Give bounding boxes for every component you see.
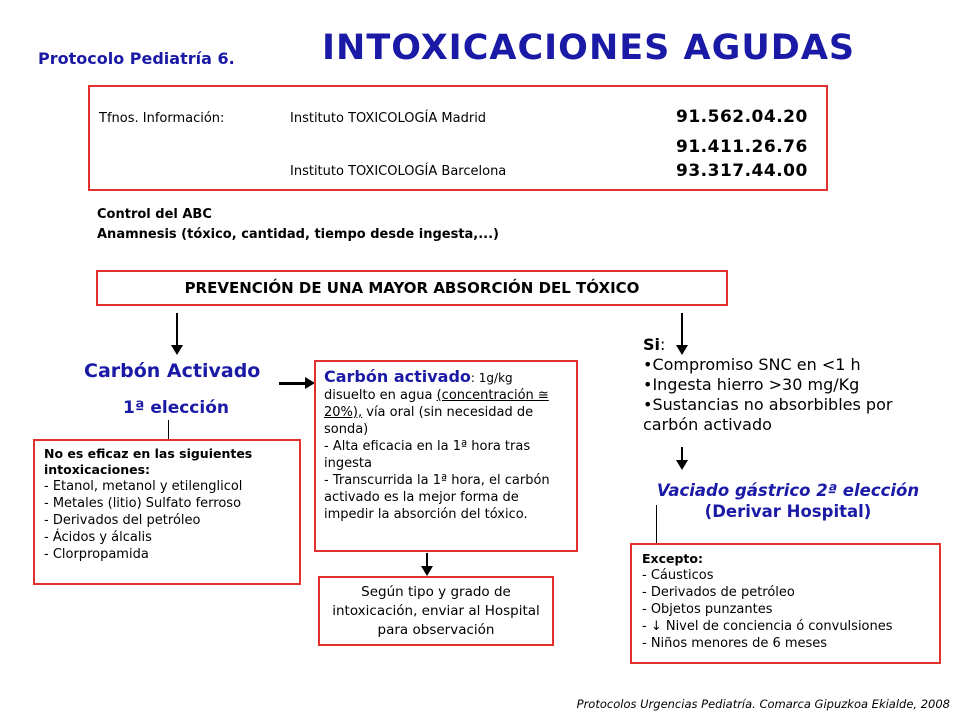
condition-item: •Compromiso SNC en <1 h [643,355,861,374]
arrow-observation-shaft [426,553,428,567]
carbon-dose-title: Carbón activado [324,367,471,386]
connector-right [656,505,657,543]
anamnesis: Anamnesis (tóxico, cantidad, tiempo desde ingesta,...) [97,227,500,242]
si-label: Si [643,335,661,354]
carbon-after-hour: - Transcurrida la 1ª hora, el carbón activado es la mejor forma de impedir la absorción del tóxico. [324,473,550,522]
arrow-left-head [171,345,183,355]
not-effective-item: - Clorpropamida [44,547,149,562]
prevention-text: PREVENCIÓN DE UNA MAYOR ABSORCIÓN DEL TÓXICO [184,279,640,297]
carbon-dose-box [314,360,578,552]
condition-item: •Sustancias no absorbibles por carbón activado [643,395,893,434]
except-item: - Derivados de petróleo [642,585,795,600]
gastric-line-2: (Derivar Hospital) [704,502,872,521]
carbon-dose-amount: : 1g/kg [470,371,513,385]
except-item: - Niños menores de 6 meses [642,636,828,651]
protocol-label: Protocolo Pediatría 6. [38,49,235,68]
carbon-activado-title: Carbón Activado [84,360,261,382]
carbon-dissolved: disuelto en agua [324,388,433,403]
madrid-institute: Instituto TOXICOLOGÍA Madrid [290,111,487,126]
not-effective-item: - Ácidos y álcalis [44,530,152,545]
barcelona-phone[interactable]: 93.317.44.00 [676,161,808,181]
arrow-gastric-shaft [681,447,683,461]
not-effective-item: - Metales (litio) Sulfato ferroso [44,496,242,511]
carbon-route: vía oral (sin necesidad de sonda) [324,405,534,437]
except-item: - Cáusticos [642,568,714,583]
phones-label: Tfnos. Información: [99,111,225,126]
observation-box [318,576,554,646]
gastric-line-1: Vaciado gástrico 2ª elección [656,481,920,500]
arrow-middle-shaft [279,382,307,385]
si-colon: : [660,335,666,354]
barcelona-institute: Instituto TOXICOLOGÍA Barcelona [290,164,507,179]
not-effective-title: No es eficaz en las siguientes intoxicaciones: [44,446,253,477]
arrow-left-shaft [176,313,178,346]
except-box [630,543,941,664]
observation-text: Según tipo y grado de intoxicación, enviar al Hospital para observación [332,584,540,638]
first-choice-label: 1ª elección [123,398,229,418]
not-effective-box [33,439,301,585]
not-effective-item: - Etanol, metanol y etilenglicol [44,479,243,494]
connector-left [168,420,169,440]
control-abc: Control del ABC [97,207,212,222]
madrid-phone-2[interactable]: 91.411.26.76 [676,137,808,157]
gastric-emptying [620,480,956,522]
madrid-phone-1[interactable]: 91.562.04.20 [676,107,808,127]
except-item: - ↓ Nivel de conciencia ó convulsiones [642,619,893,634]
phones-box [88,85,828,191]
not-effective-item: - Derivados del petróleo [44,513,201,528]
carbon-concentration: (concentración ≅ 20%), [324,388,549,420]
footer-credit: Protocolos Urgencias Pediatría. Comarca Gipuzkoa Ekialde, 2008 [576,697,950,711]
except-item: - Objetos punzantes [642,602,773,617]
arrow-gastric-head [676,460,688,470]
conditions-block [643,335,913,435]
prevention-box [96,270,728,306]
condition-item: •Ingesta hierro >30 mg/Kg [643,375,860,394]
except-title: Excepto: [642,551,703,566]
arrow-observation-head [421,566,433,576]
carbon-efficacy: - Alta eficacia en la 1ª hora tras ingesta [324,439,531,471]
page-title: INTOXICACIONES AGUDAS [322,28,856,68]
